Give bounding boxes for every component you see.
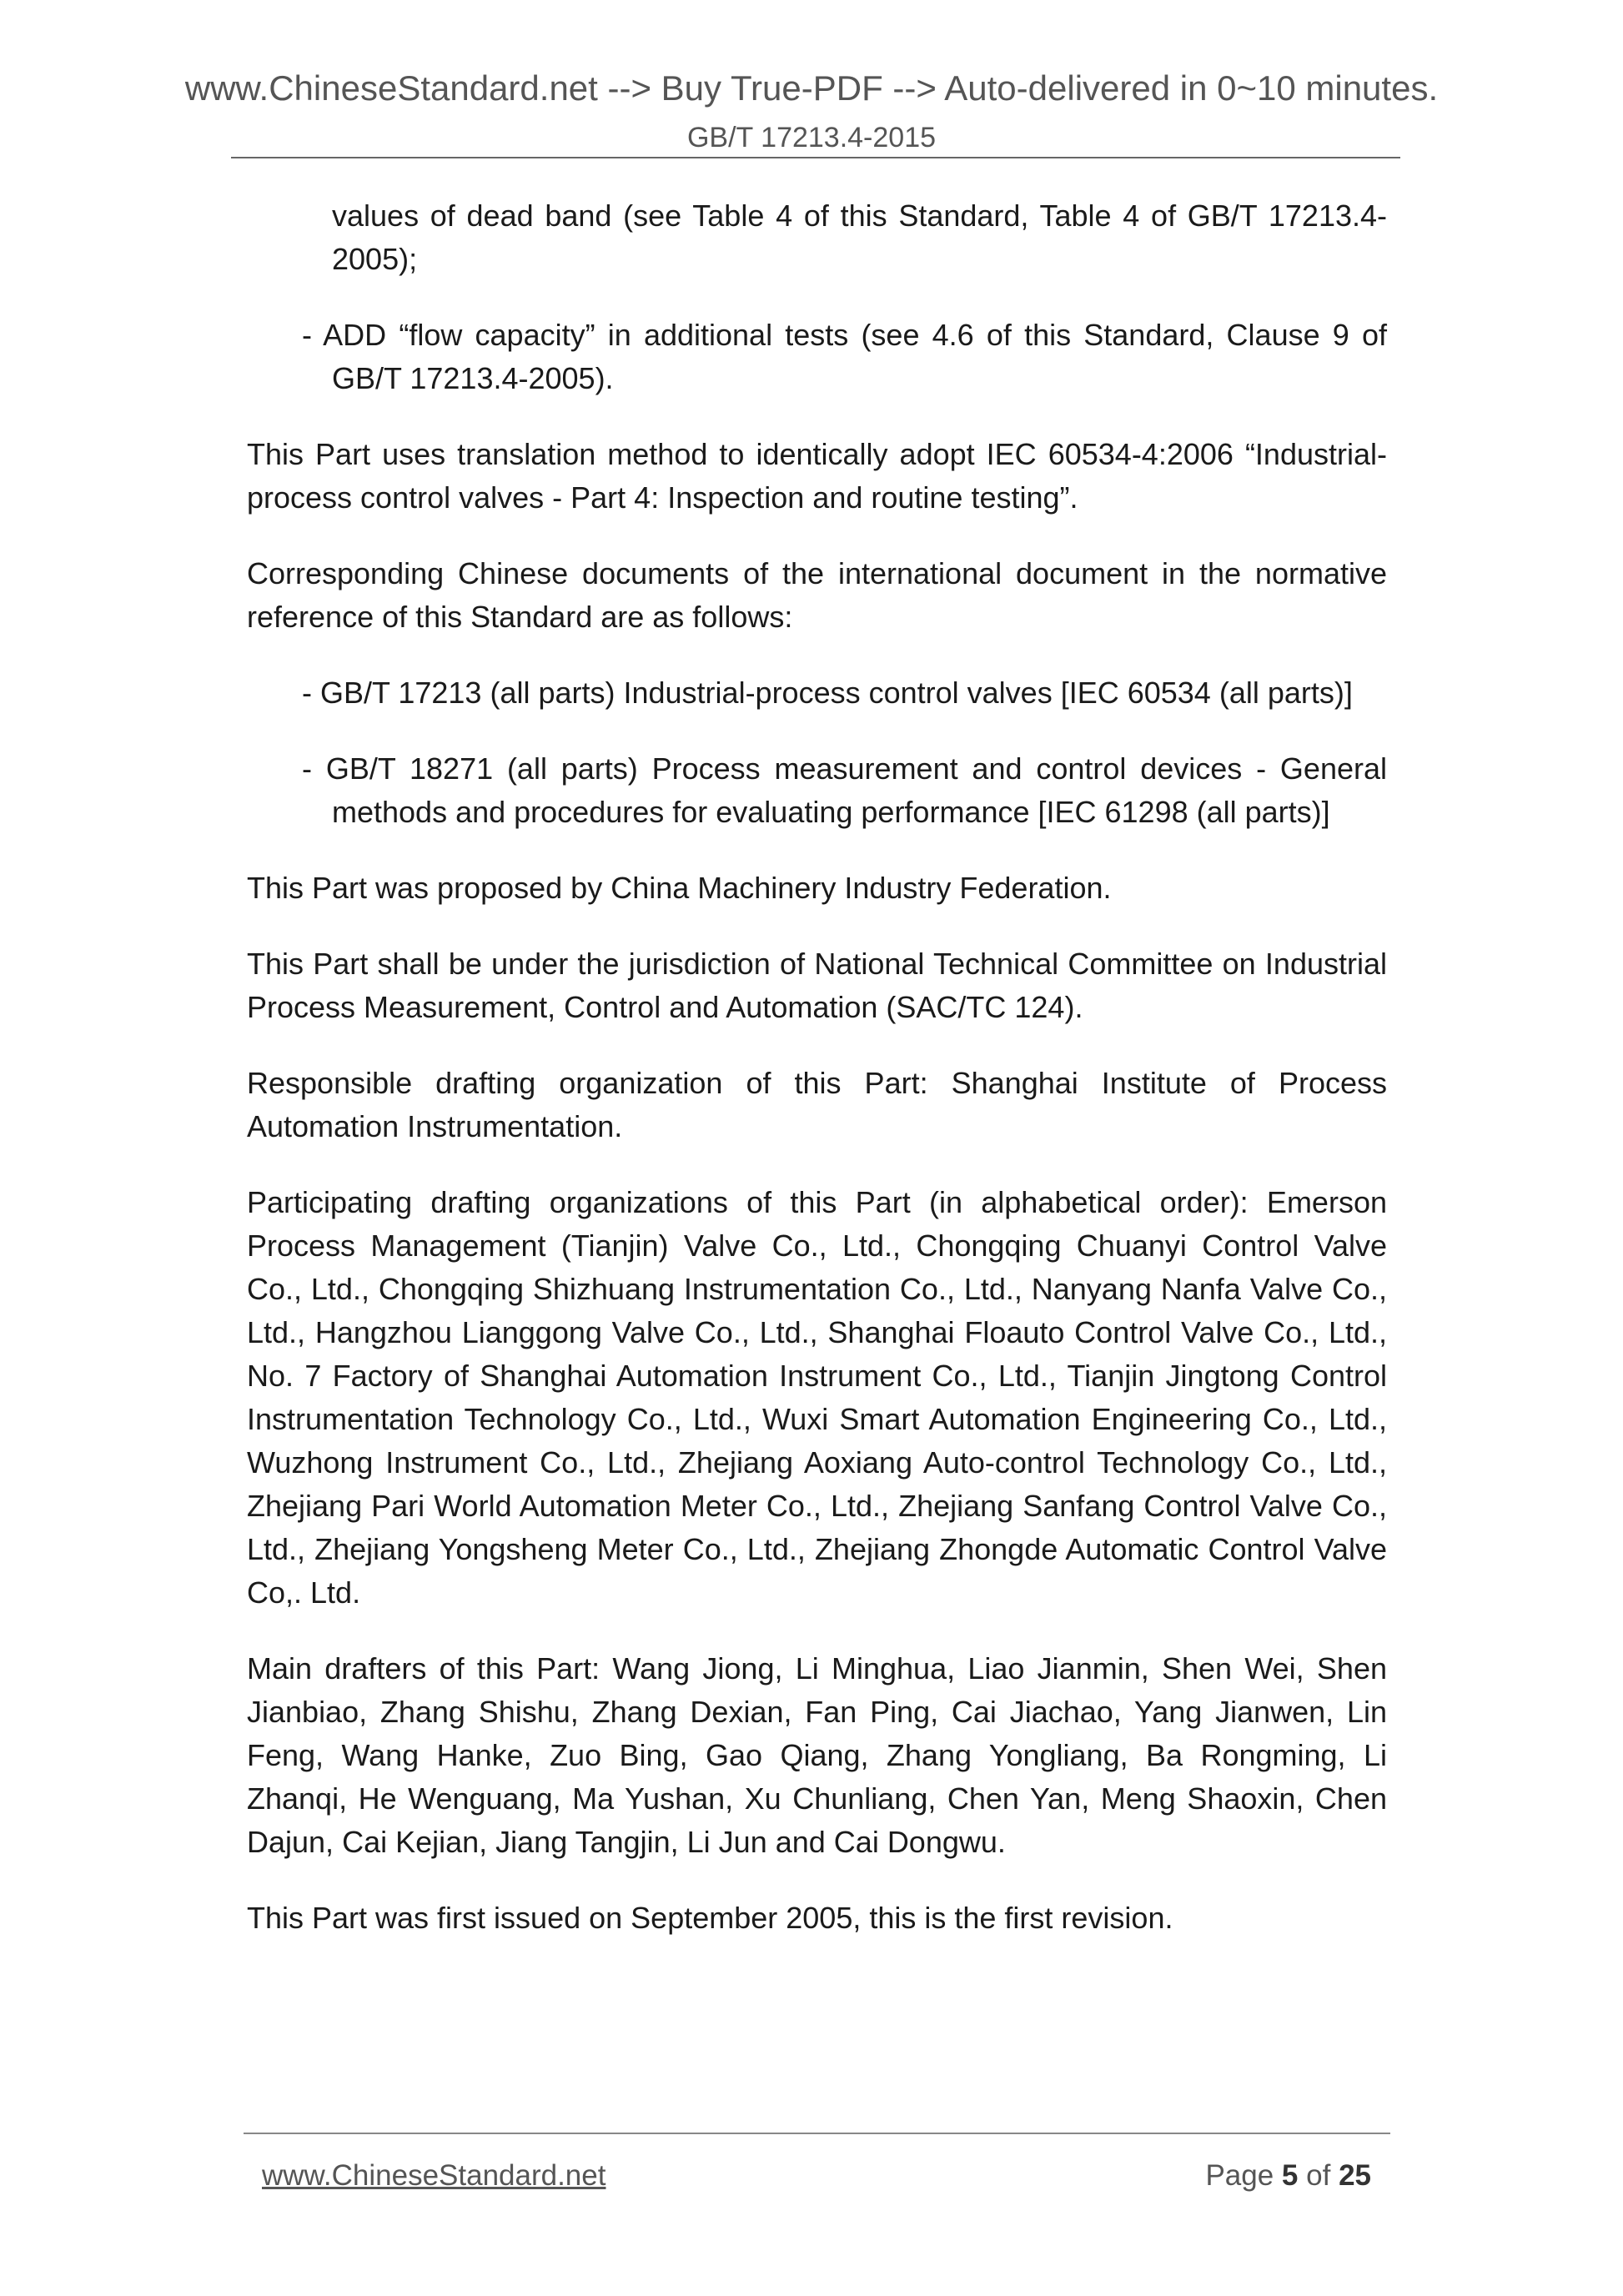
page-of-label: of — [1306, 2159, 1331, 2192]
paragraph-adoption: This Part uses translation method to identically adopt IEC 60534-4:2006 “Industrial-process control valves - Part 4: Inspection and routine testing”. — [247, 437, 1387, 515]
footer-divider — [244, 2133, 1390, 2134]
document-body — [247, 194, 1387, 1972]
paragraph-first-issued: This Part was first issued on September 2005, this is the first revision. — [247, 1901, 1173, 1935]
paragraph-responsible-org: Responsible drafting organization of this Part: Shanghai Institute of Process Automation Instrumentation. — [247, 1066, 1387, 1143]
list-item-flow-capacity: - ADD “flow capacity” in additional tests (see 4.6 of this Standard, Clause 9 of GB/T 17213.4-2005). — [302, 318, 1387, 395]
paragraph-corresponding-docs: Corresponding Chinese documents of the international document in the normative reference of this Standard are as follows: — [247, 556, 1387, 634]
page-indicator — [1205, 2156, 1371, 2196]
footer-website-link[interactable]: www.ChineseStandard.net — [262, 2159, 606, 2192]
header-divider — [231, 157, 1400, 158]
paragraph-proposed-by: This Part was proposed by China Machinery Industry Federation. — [247, 871, 1112, 905]
document-number: GB/T 17213.4-2015 — [686, 122, 937, 153]
paragraph-main-drafters: Main drafters of this Part: Wang Jiong, Li Minghua, Liao Jianmin, Shen Wei, Shen Jianbiao, Zhang Shishu, Zhang Dexian, Fan Ping, Cai Jiachao, Yang Jianwen, Lin Feng, Wang Hanke, Zuo Bing, Gao Qiang, Zhang Yongliang, Ba Rongming, Li Zhanqi, He Wenguang, Ma Yushan, Xu Chunliang, Chen Yan, Meng Shaoxin, Chen Dajun, Cai Kejian, Jiang Tangjin, Li Jun and Cai Dongwu. — [247, 1651, 1387, 1859]
paragraph-participating-orgs: Participating drafting organizations of this Part (in alphabetical order): Emerson Process Management (Tianjin) Valve Co., Ltd., Chongqing Chuanyi Control Valve Co., Ltd., Chongqing Shizhuang Instrumentation Co., Ltd., Nanyang Nanfa Valve Co., Ltd., Hangzhou Lianggong Valve Co., Ltd., Shanghai Floauto Control Valve Co., Ltd., No. 7 Factory of Shanghai Automation Instrument Co., Ltd., Tianjin Jingtong Control Instrumentation Technology Co., Ltd., Wuxi Smart Automation Engineering Co., Ltd., Wuzhong Instrument Co., Ltd., Zhejiang Aoxiang Auto-control Technology Co., Ltd., Zhejiang Pari World Automation Meter Co., Ltd., Zhejiang Sanfang Control Valve Co., Ltd., Zhejiang Yongsheng Meter Co., Ltd., Zhejiang Zhongde Automatic Control Valve Co,. Ltd. — [247, 1185, 1387, 1610]
list-item-gbt17213: - GB/T 17213 (all parts) Industrial-process control valves [IEC 60534 (all parts)] — [302, 676, 1353, 710]
header-banner: www.ChineseStandard.net --> Buy True-PDF --> Auto-delivered in 0~10 minutes. — [184, 68, 1439, 108]
page-current: 5 — [1281, 2159, 1299, 2192]
list-item-gbt18271: - GB/T 18271 (all parts) Process measurement and control devices - General methods and procedures for evaluating performance [IEC 61298 (all parts)] — [302, 751, 1387, 829]
page-label: Page — [1205, 2159, 1274, 2192]
paragraph-jurisdiction: This Part shall be under the jurisdiction of National Technical Committee on Industrial Process Measurement, Control and Automation (SAC/TC 124). — [247, 947, 1387, 1024]
list-item-continuation: values of dead band (see Table 4 of this Standard, Table 4 of GB/T 17213.4-2005); — [332, 198, 1387, 276]
page-total: 25 — [1339, 2159, 1371, 2192]
